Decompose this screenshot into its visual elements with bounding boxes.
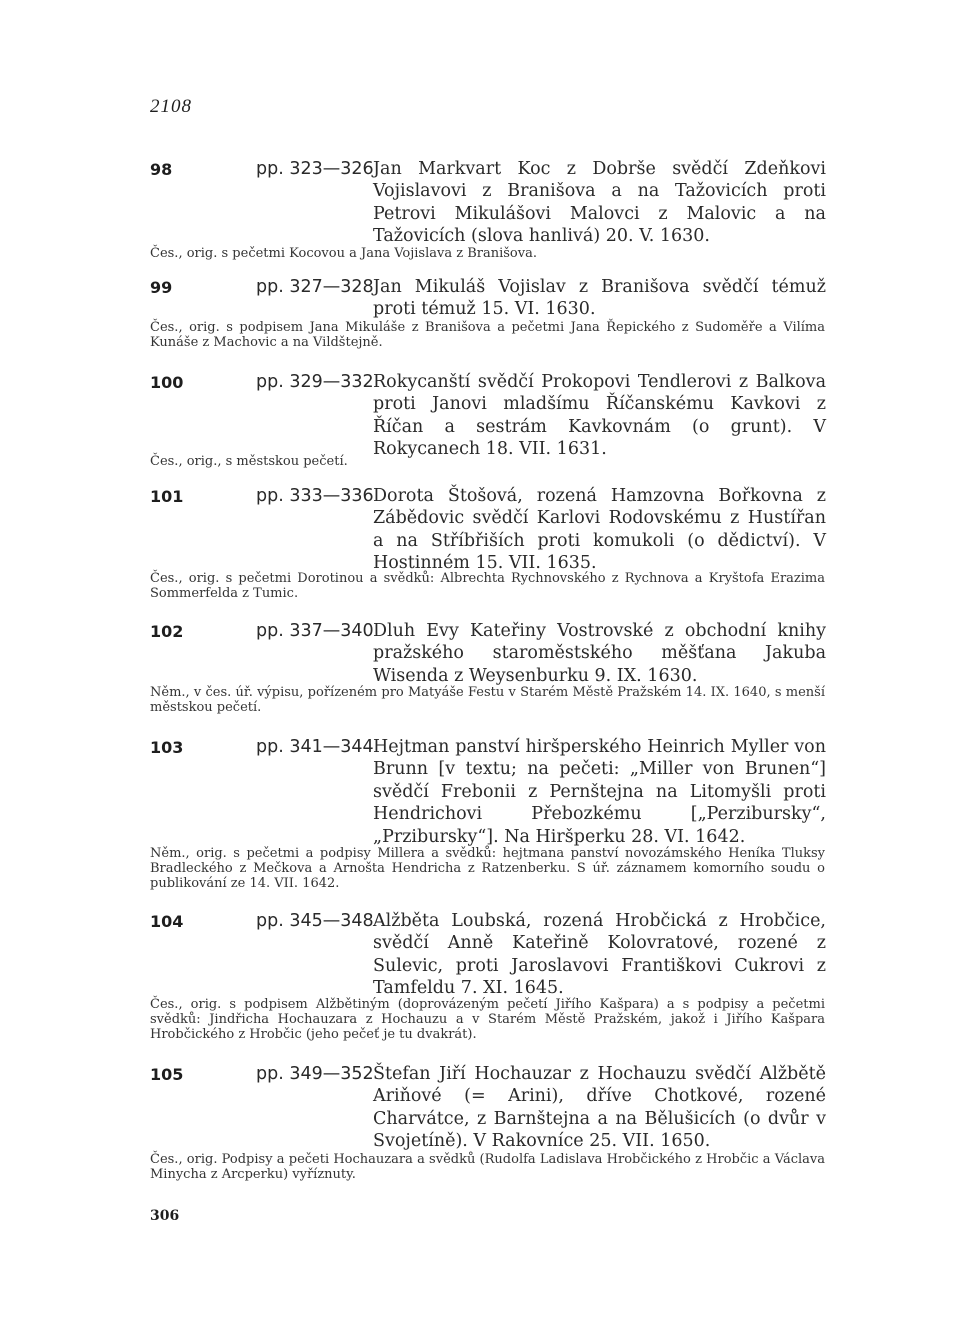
entry-number: 100: [150, 373, 184, 392]
entry-pages: pp. 323—326: [256, 159, 374, 179]
entry-note: Něm., orig. s pečetmi a podpisy Millera a svědků: hejtmana panství novozámského Heníka Tluksy Bradleckého z Mečkova a Arnošta Hendricha z Ratzenberku. S úř. záznamem komorního soudu o publikování ze 14. VII. 1642.: [150, 846, 825, 892]
entry-number: 103: [150, 738, 184, 757]
entry-number: 105: [150, 1065, 184, 1084]
entry-pages: pp. 327—328: [256, 277, 374, 297]
page-footer-number: 306: [150, 1208, 180, 1224]
entry-note: Čes., orig. Podpisy a pečeti Hochauzara a svědků (Rudolfa Ladislava Hrobčického z Hrobčic a Václava Minycha z Arcperku) vyříznuty.: [150, 1152, 825, 1183]
entry-note: Čes., orig. s pečetmi Kocovou a Jana Vojislava z Branišova.: [150, 246, 537, 261]
entry-text: Jan Markvart Koc z Dobrše svědčí Zdeňkovi Vojislavovi z Branišova a na Tažovicích proti Petrovi Mikulášovi Malovci z Malovic a na Tažovicích (slova hanlivá) 20. V. 1630.: [373, 159, 826, 247]
entry-pages: pp. 329—332: [256, 372, 374, 392]
entry-number: 102: [150, 622, 184, 641]
entry-note: Čes., orig. s podpisem Alžbětiným (doprovázeným pečetí Jiřího Kašpara) a s podpisy a pečetmi svědků: Jindřicha Hochauzara z Hochauzu a v Starém Městě Pražském, jakož i Jiřího Kašpara Hrobčického z Hrobčic (jeho pečeť je tu dvakrát).: [150, 997, 825, 1043]
entry-note: Čes., orig. s pečetmi Dorotinou a svědků: Albrechta Rychnovského z Rychnova a Kryštofa Erazima Sommerfelda z Tumic.: [150, 571, 825, 602]
entry-note: Něm., v čes. úř. výpisu, pořízeném pro Matyáše Festu v Starém Městě Pražském 14. IX. 1640, s menší městskou pečetí.: [150, 685, 825, 716]
entry-text: Štefan Jiří Hochauzar z Hochauzu svědčí Alžbětě Ariňové (= Arini), dříve Chotkové, rozené Charvátce, z Barnštejna a na Bělušicích (o dvůr v Svojetíně). V Rakovníce 25. VII. 1650.: [373, 1064, 826, 1152]
entry-note: Čes., orig., s městskou pečetí.: [150, 454, 348, 469]
entry-text: Dluh Evy Kateřiny Vostrovské z obchodní knihy pražského staroměstského měšťana Jakuba Wisenda z Weysenburku 9. IX. 1630.: [373, 621, 826, 686]
entry-number: 98: [150, 160, 173, 179]
entry-number: 104: [150, 912, 184, 931]
entry-number: 101: [150, 487, 184, 506]
entry-pages: pp. 337—340: [256, 621, 374, 641]
entry-text: Jan Mikuláš Vojislav z Branišova svědčí témuž proti témuž 15. VI. 1630.: [373, 277, 826, 320]
entry-text: Rokycanští svědčí Prokopovi Tendlerovi z Balkova proti Janovi mladšímu Říčanskému Kavkovi z Říčan a sestrám Kavkovnám (o grunt). V Rokycanech 18. VII. 1631.: [373, 372, 826, 460]
entry-text: Alžběta Loubská, rozená Hrobčická z Hrobčice, svědčí Anně Kateřině Kolovratové, rozené z Sulevic, proti Jaroslavovi Františkovi Cukrovi z Tamfeldu 7. XI. 1645.: [373, 911, 826, 999]
entry-pages: pp. 349—352: [256, 1064, 374, 1084]
entry-text: Dorota Štošová, rozená Hamzovna Bořkovna z Zábědovic svědčí Karlovi Rodovskému z Hustířan a na Stříbřiších proti komukoli (o dědictví). V Hostinném 15. VII. 1635.: [373, 486, 826, 574]
entry-pages: pp. 341—344: [256, 737, 374, 757]
entry-pages: pp. 345—348: [256, 911, 374, 931]
entry-pages: pp. 333—336: [256, 486, 374, 506]
page-header-number: 2108: [150, 96, 192, 117]
entry-number: 99: [150, 278, 173, 297]
entry-note: Čes., orig. s podpisem Jana Mikuláše z Branišova a pečetmi Jana Řepického z Sudoměře a Vilíma Kunáše z Machovic a na Vildštejně.: [150, 320, 825, 351]
entry-text: Hejtman panství hiršperského Heinrich Myller von Brunn [v textu; na pečeti: „Miller von Brunen“] svědčí Frebonii z Pernštejna na Litomyšli proti Hendrichovi Přebozkému [„Perzibursky“, „Przibursky“]. Na Hiršperku 28. VI. 1642.: [373, 737, 826, 847]
